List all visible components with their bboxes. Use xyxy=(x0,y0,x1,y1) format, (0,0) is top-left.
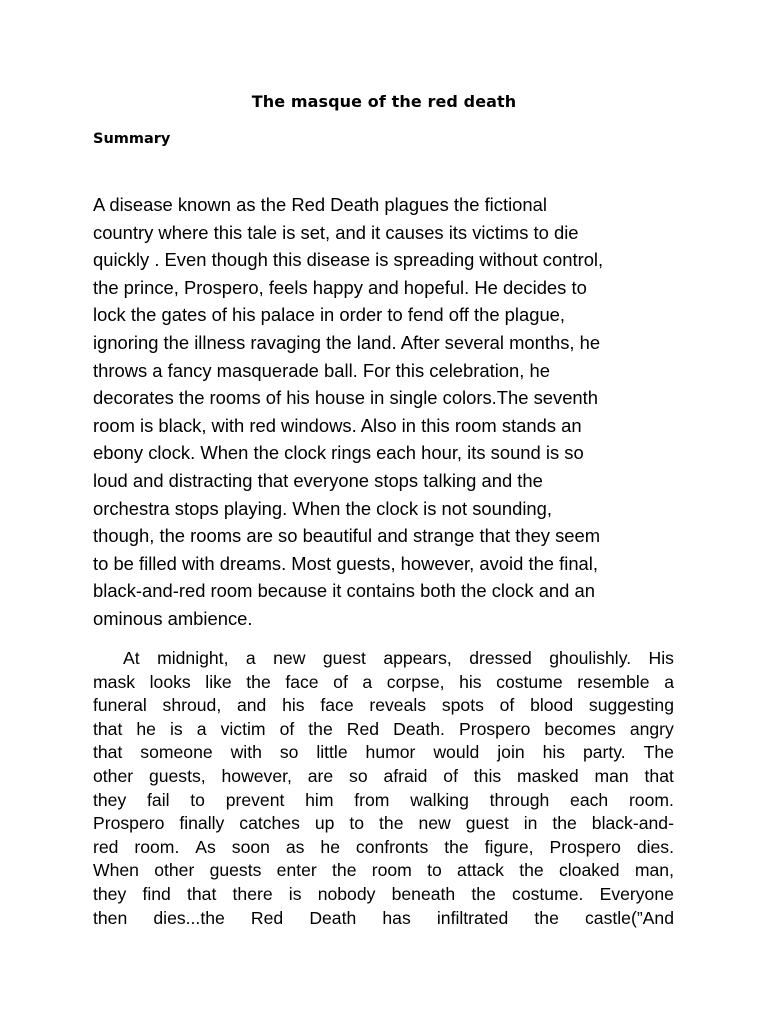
paragraph-line: orchestra stops playing. When the clock is not sounding, xyxy=(93,497,552,519)
paragraph-line: When other guests enter the room to attack the cloaked man, xyxy=(93,860,674,881)
paragraph-line: funeral shroud, and his face reveals spots of blood suggesting xyxy=(93,695,674,716)
paragraph-line: the prince, Prospero, feels happy and hopeful. He decides to xyxy=(93,276,587,298)
paragraph-line: black-and-red room because it contains both the clock and an xyxy=(93,580,595,602)
paragraph-line: Prospero finally catches up to the new guest in the black-and- xyxy=(93,813,674,834)
paragraph-line: ignoring the illness ravaging the land. After several months, he xyxy=(93,331,601,353)
paragraph-line: lock the gates of his palace in order to fend off the plague, xyxy=(93,304,566,326)
paragraph-line: to be filled with dreams. Most guests, however, avoid the final, xyxy=(93,552,598,574)
summary-paragraph-1 xyxy=(93,191,693,633)
paragraph-line: that he is a victim of the Red Death. Prospero becomes angry xyxy=(93,718,674,739)
section-heading-summary: Summary xyxy=(93,131,171,147)
paragraph-line: decorates the rooms of his house in single colors.The seventh xyxy=(93,387,598,409)
paragraph-line: A disease known as the Red Death plagues the fictional xyxy=(93,194,547,215)
document-title: The masque of the red death xyxy=(251,92,517,111)
paragraph-line: ebony clock. When the clock rings each hour, its sound is so xyxy=(93,442,584,464)
paragraph-line: At midnight, a new guest appears, dressed ghoulishly. His xyxy=(123,648,674,668)
paragraph-line: ominous ambience. xyxy=(93,607,253,629)
paragraph-line: quickly . Even though this disease is spreading without control, xyxy=(93,249,604,271)
paragraph-line: red room. As soon as he confronts the figure, Prospero dies. xyxy=(93,836,674,857)
paragraph-line: they fail to prevent him from walking through each room. xyxy=(93,789,674,810)
paragraph-line: then dies...the Red Death has infiltrated the castle(”And xyxy=(93,907,674,928)
summary-paragraph-2 xyxy=(93,647,674,930)
paragraph-line: loud and distracting that everyone stops talking and the xyxy=(93,469,543,491)
paragraph-line: though, the rooms are so beautiful and strange that they seem xyxy=(93,525,601,547)
paragraph-line: mask looks like the face of a corpse, his costume resemble a xyxy=(93,671,674,692)
paragraph-line: country where this tale is set, and it causes its victims to die xyxy=(93,221,579,243)
paragraph-line: room is black, with red windows. Also in this room stands an xyxy=(93,414,582,436)
paragraph-line: throws a fancy masquerade ball. For this celebration, he xyxy=(93,359,550,381)
paragraph-line: they find that there is nobody beneath the costume. Everyone xyxy=(93,883,674,904)
paragraph-line: that someone with so little humor would join his party. The xyxy=(93,742,674,763)
paragraph-line: other guests, however, are so afraid of this masked man that xyxy=(93,765,674,786)
